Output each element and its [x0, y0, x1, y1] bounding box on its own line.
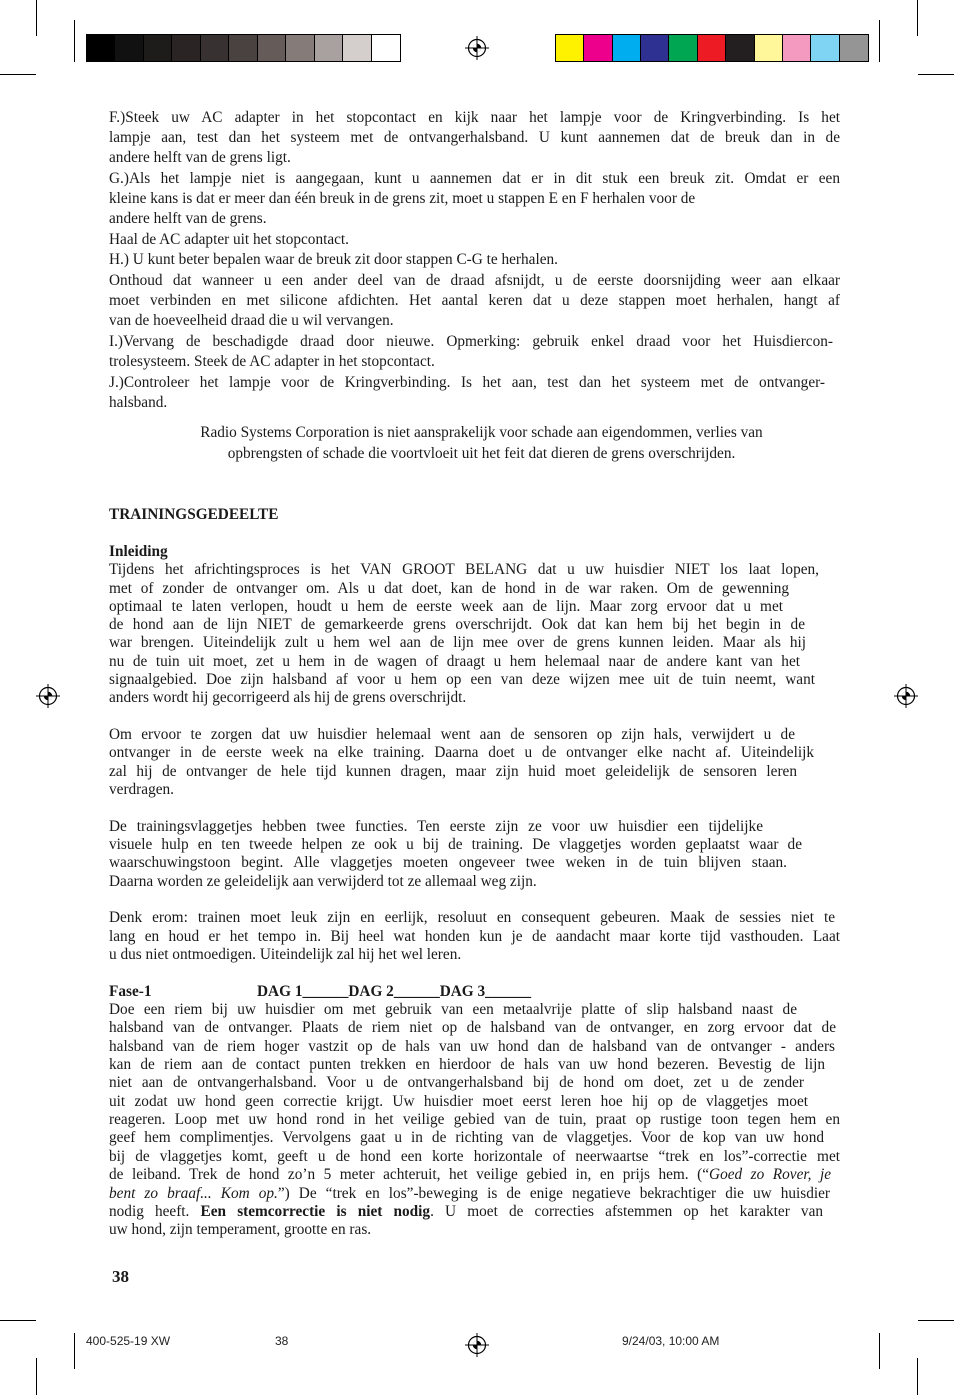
body-line: verdragen. [109, 781, 174, 798]
body-line: uw hond, zijn temperament, grootte en ras. [109, 1221, 372, 1238]
body-line [109, 1184, 830, 1203]
color-swatch [87, 35, 115, 61]
color-swatch [201, 35, 229, 61]
color-swatch [172, 35, 200, 61]
body-line [109, 1165, 831, 1184]
slug-page: 38 [275, 1334, 289, 1348]
body-line: ontvanger in de eerste week na elke training. Daarna doet u de ontvanger elke nacht af. Uiteindelijk [109, 744, 814, 761]
crop-mark [917, 0, 918, 36]
body-line: reageren. Loop met uw hond rond in het veilige gebied van de tuin, praat op rustige toon tegen hem en [109, 1111, 840, 1128]
body-line: signaalgebied. Doe zijn halsband af voor u hem op een van deze wijzen mee uit de tuin neemt, want [109, 671, 815, 688]
color-swatch [755, 35, 783, 61]
body-line: I.)Vervang de beschadigde draad door nieuwe. Opmerking: gebruik enkel draad voor het Huisdiercon- [109, 333, 833, 350]
page-number: 38 [112, 1267, 129, 1286]
body-line: andere helft van de grens ligt. [109, 149, 291, 166]
crop-mark [879, 1333, 880, 1369]
body-line: halsband. [109, 394, 168, 411]
color-swatch [343, 35, 371, 61]
body-line: kleine kans is dat er meer dan één breuk in de grens zit, moet u stappen E en F herhalen voor de [109, 190, 696, 207]
body-line: visuele hulp en ten tweede helpen ze ook u bij de training. De vlaggetjes worden geplaatst waar de [109, 836, 802, 853]
crop-mark [0, 1320, 36, 1321]
crop-mark [0, 74, 36, 75]
body-line: geef hem complimentjes. Vervolgens gaat u in de richting van de vlaggetjes. Voor de kop van uw hond [109, 1129, 824, 1146]
body-line: Tijdens het africhtingsproces is het VAN GROOT BELANG dat u uw huisdier NIET los laat lopen, [109, 561, 819, 578]
color-swatch [144, 35, 172, 61]
body-line: J.)Controleer het lampje voor de Kringverbinding. Is het aan, test dan het systeem met de ontvanger- [109, 374, 825, 391]
crop-mark [36, 1358, 37, 1395]
color-swatch [726, 35, 754, 61]
crop-mark [918, 1320, 954, 1321]
color-swatch [372, 35, 400, 61]
body-line: Doe een riem bij uw huisdier om met gebruik van een metaalvrije platte of slip halsband naast de [109, 1001, 797, 1018]
color-swatch [669, 35, 697, 61]
body-line: halsband van de ontvanger. Plaats de riem niet op de halsband van de ontvanger, en zorg ervoor dat de [109, 1019, 836, 1036]
crop-mark [879, 20, 880, 62]
slug-date: 9/24/03, 10:00 AM [622, 1334, 720, 1348]
color-swatch [229, 35, 257, 61]
body-line: uit zodat uw hond geen correctie krijgt. Uw huisdier moet eerst leren hoe hij op de vlaggetjes moet [109, 1093, 808, 1110]
intro-heading: Inleiding [109, 543, 168, 560]
body-line: anders wordt hij gecorrigeerd als hij de grens overschrijdt. [109, 689, 467, 706]
body-line: halsband van de riem hoger vastzit op de hals van uw hond dan de halsband van de ontvanger - anders [109, 1038, 835, 1055]
gray-color-bar [86, 34, 401, 62]
body-line: Denk erom: trainen moet leuk zijn en eerlijk, resoluut en consequent gebeuren. Maak de sessies niet te [109, 909, 835, 926]
color-swatch [698, 35, 726, 61]
color-swatch [556, 35, 584, 61]
process-color-bar [555, 34, 869, 62]
body-line: F.)Steek uw AC adapter in het stopcontact en kijk naar het lampje voor de Kringverbinding. Is het [109, 109, 840, 126]
color-swatch [783, 35, 811, 61]
body-line: bij de vlaggetjes komt, geeft u de hond een korte horizontale of neerwaartse “trek en los”-correctie met [109, 1148, 840, 1165]
body-line: H.) U kunt beter bepalen waar de breuk zit door stappen C-G te herhalen. [109, 251, 558, 268]
crop-mark [74, 1333, 75, 1369]
crop-mark [918, 74, 954, 75]
body-line: Daarna worden ze geleidelijk aan verwijderd tot ze allemaal weg zijn. [109, 873, 537, 890]
section-title: TRAININGSGEDEELTE [109, 506, 279, 523]
body-line: Haal de AC adapter uit het stopcontact. [109, 231, 349, 248]
registration-target-icon [465, 1333, 489, 1357]
phase-label: Fase-1 [109, 983, 152, 1000]
disclaimer-line: Radio Systems Corporation is niet aansprakelijk voor schade aan eigendommen, verlies van [200, 424, 763, 441]
body-line: u dus niet ontmoedigen. Uiteindelijk zal hij het wel leren. [109, 946, 462, 963]
body-line: zal hij de ontvanger de hele tijd kunnen dragen, maar zijn huid moet geleidelijk de sensoren leren [109, 763, 797, 780]
body-line: niet aan de ontvangerhalsband. Voor u de ontvangerhalsband bij de hond om doet, zet u de zender [109, 1074, 804, 1091]
italic-quote: bent zo braaf... Kom op. [109, 1185, 278, 1202]
color-swatch [613, 35, 641, 61]
body-line: war brengen. Uiteindelijk zult u hem wel aan de lijn mee over de grens kunnen leiden. Maar als hij [109, 634, 806, 651]
body-line: lang en houd er het tempo in. Bij heel wat honden kun je de aandacht maar korte tijd vasthouden. Laat [109, 928, 840, 945]
color-swatch [315, 35, 343, 61]
crop-mark [36, 0, 37, 36]
text-run: de leiband. Trek de hond zo’n 5 meter achteruit, het veilige gebied in, en prijs hem. (“ [109, 1166, 710, 1183]
color-swatch [115, 35, 143, 61]
body-line: de hond aan de lijn NIET de gemarkeerde grens overschrijdt. Ook dat kan hem bij het begin in de [109, 616, 805, 633]
body-line: waarschuwingstoon begint. Alle vlaggetjes moeten ongeveer twee weken in de tuin blijven staan. [109, 854, 787, 871]
italic-quote: Goed zo Rover, je [709, 1166, 831, 1183]
body-line: optimaal te laten verlopen, houdt u hem de eerste week aan de lijn. Maar zorg ervoor dat u met [109, 598, 783, 615]
body-line: van de hoeveelheid draad die u wil vervangen. [109, 312, 394, 329]
body-line: met of zonder de ontvanger om. Als u dat doet, kan de hond in de war raken. Om de gewenning [109, 580, 789, 597]
color-swatch [258, 35, 286, 61]
body-line [109, 1202, 823, 1221]
registration-target-icon [894, 684, 918, 708]
phase-days: DAG 1______DAG 2______DAG 3______ [257, 983, 532, 1000]
color-swatch [840, 35, 868, 61]
body-line: moet verbinden en met silicone afdichten. Het aantal keren dat u deze stappen moet herhalen, hangt af [109, 292, 840, 309]
body-line: Onthoud dat wanneer u een ander deel van de draad afsnijdt, u de eerste doorsnijding weer aan elkaar [109, 272, 840, 289]
body-line: De trainingsvlaggetjes hebben twee functies. Ten eerste zijn ze voor uw huisdier een tijdelijke [109, 818, 763, 835]
color-swatch [811, 35, 839, 61]
registration-target-icon [465, 36, 489, 60]
body-line: Om ervoor te zorgen dat uw huisdier helemaal went aan de sensoren op zijn hals, verwijdert u de [109, 726, 795, 743]
disclaimer-line: opbrengsten of schade die voortvloeit uit het feit dat dieren de grens overschrijden. [227, 445, 736, 462]
body-line: andere helft van de grens. [109, 210, 267, 227]
text-run: nodig heeft. [109, 1203, 201, 1220]
crop-mark [74, 20, 75, 62]
registration-target-icon [36, 684, 60, 708]
body-line: G.)Als het lampje niet is aangegaan, kunt u aannemen dat er in dit stuk een breuk zit. Omdat er een [109, 170, 840, 187]
body-line: nu de tuin uit moet, zet u hem in de wagen of draagt u hem helemaal naar de andere kant van het [109, 653, 800, 670]
color-swatch [641, 35, 669, 61]
text-run: . U moet de correcties afstemmen op het karakter van [430, 1203, 824, 1220]
body-line: trolesysteem. Steek de AC adapter in het stopcontact. [109, 353, 435, 370]
bold-emphasis: Een stemcorrectie is niet nodig [200, 1203, 431, 1220]
crop-mark [917, 1358, 918, 1395]
body-line: lampje aan, test dan het systeem met de ontvangerhalsband. U kunt aannemen dat de breuk dan in de [109, 129, 840, 146]
slug-job-id: 400-525-19 XW [86, 1334, 171, 1348]
color-swatch [584, 35, 612, 61]
text-run: ”) De “trek en los”-beweging is de enige negatieve bekrachtiger die uw huisdier [277, 1185, 830, 1202]
color-swatch [286, 35, 314, 61]
body-line: kan de riem aan de contact punten trekken en hierdoor de hals van uw hond bezeren. Bevestig de lijn [109, 1056, 825, 1073]
